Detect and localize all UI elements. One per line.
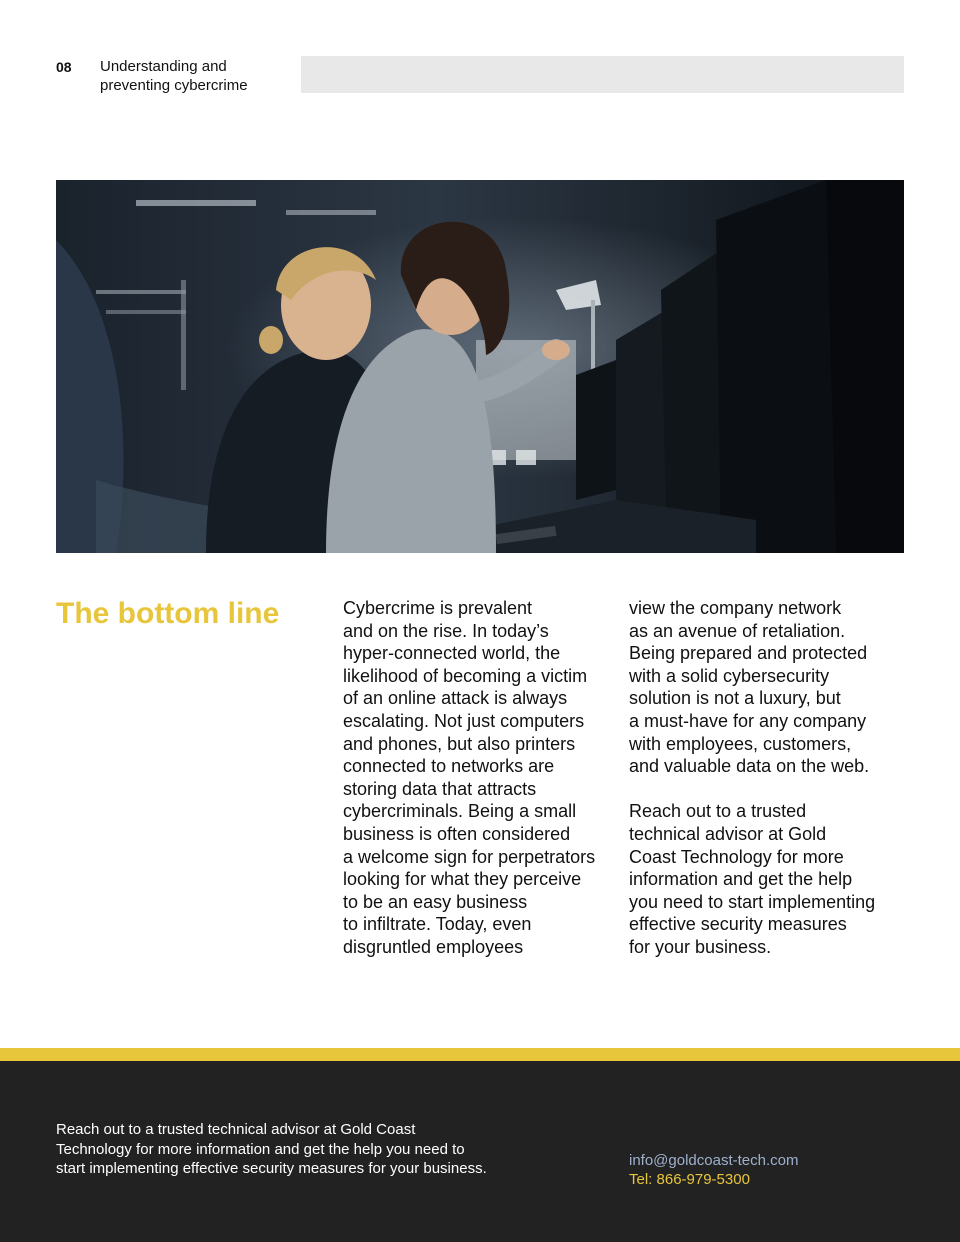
header-title: Understanding and preventing cybercrime — [100, 58, 248, 94]
header-bar — [301, 56, 904, 93]
photo-icon — [56, 180, 904, 553]
body-paragraph-2: view the company network as an avenue of retaliation. Being prepared and protected with a solid cybersecurity solution is not a luxury, but a must-have for any company with employees, customers, and valuable data on the web. — [629, 598, 870, 777]
column-2 — [629, 597, 899, 959]
body-paragraph-3: Reach out to a trusted technical advisor at Gold Coast Technology for more information and get the help you need to start implementing effective security measures for your business. — [629, 801, 876, 957]
footer-email-link[interactable]: info@goldcoast-tech.com — [629, 1152, 799, 1169]
section-title: The bottom line — [56, 597, 280, 630]
footer-stripe — [0, 1048, 960, 1061]
hero-image — [56, 180, 904, 553]
page-number: 08 — [56, 59, 72, 75]
footer-text: Reach out to a trusted technical advisor at Gold Coast Technology for more information and get the help you need to start implementing effective security measures for your business. — [56, 1121, 487, 1177]
body-paragraph-1: Cybercrime is prevalent and on the rise. In today’s hyper-connected world, the likelihood of becoming a victim of an online attack is always escalating. Not just computers and phones, but also printers connected to networks are storing data that attracts cybercriminals. Being a small business is often considered a welcome sign for perpetrators looking for what they perceive to be an easy business to infiltrate. Today, even disgruntled employees — [343, 598, 596, 957]
column-1 — [343, 597, 613, 959]
footer-phone-link[interactable]: Tel: 866-979-5300 — [629, 1171, 750, 1188]
